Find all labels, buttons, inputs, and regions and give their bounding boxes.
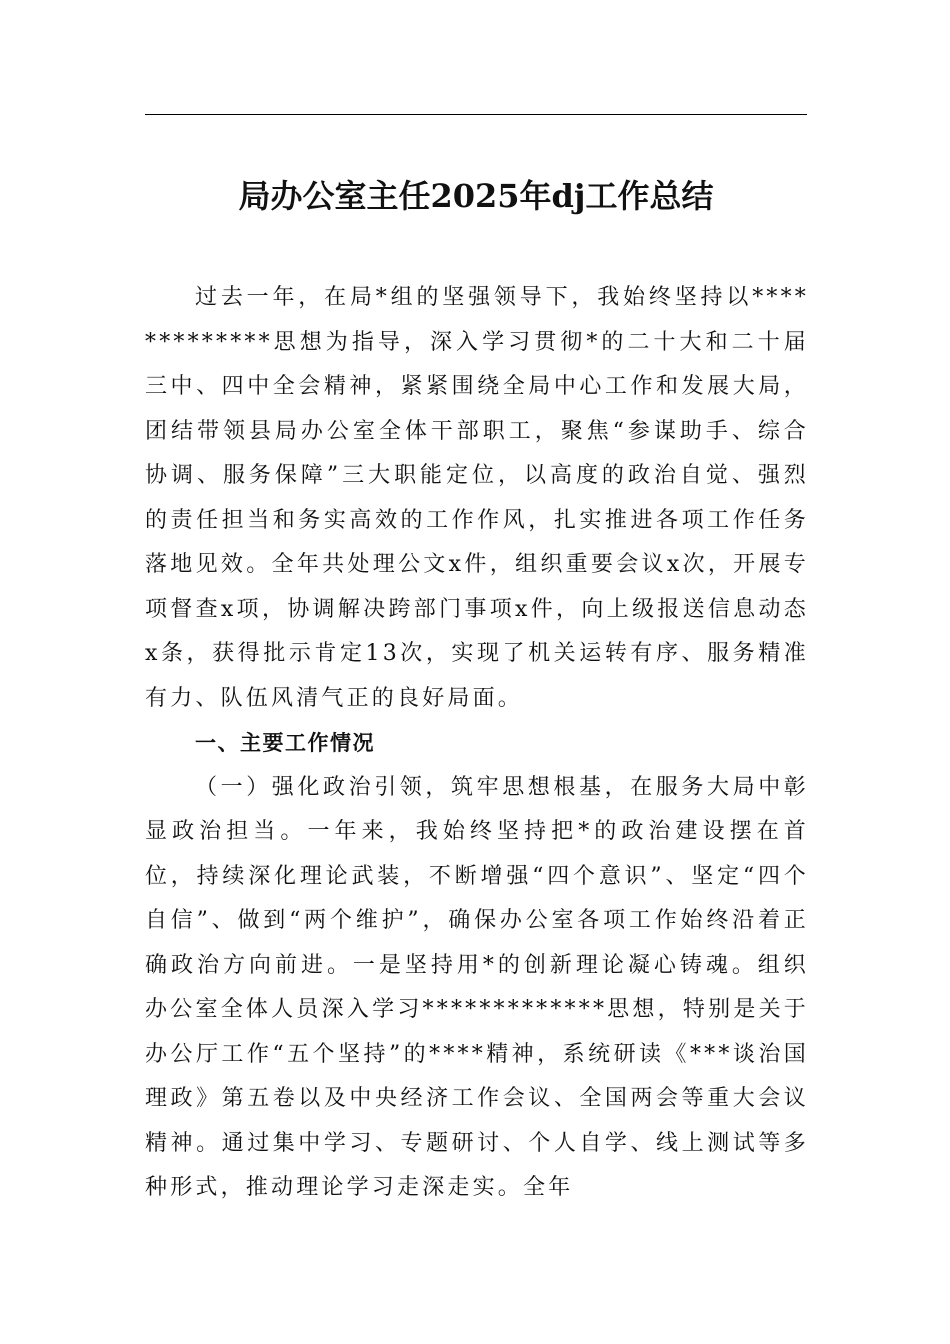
header-rule — [145, 114, 807, 115]
document-title: 局办公室主任2025年dj工作总结 — [238, 177, 714, 215]
section-paragraph: （一）强化政治引领，筑牢思想根基，在服务大局中彰显政治担当。一年来，我始终坚持把*的政治建设摆在首位，持续深化理论武装，不断增强“四个意识”、坚定“四个自信”、做到“两个维护”，确保办公室各项工作始终沿着正确政治方向前进。一是坚持用*的创新理论凝心铸魂。组织办公室全体人员深入学习*************思想，特别是关于办公厅工作“五个坚持”的****精神，系统研读《***谈治国理政》第五卷以及中央经济工作会议、全国两会等重大会议精神。通过集中学习、专题研讨、个人自学、线上测试等多种形式，推动理论学习走深走实。全年 — [145, 774, 809, 1200]
intro-paragraph: 过去一年，在局*组的坚强领导下，我始终坚持以*************思想为指导，深入学习贯彻*的二十大和二十届三中、四中全会精神，紧紧围绕全局中心工作和发展大局，团结带领县局办公室全体干部职工，聚焦“参谋助手、综合协调、服务保障”三大职能定位，以高度的政治自觉、强烈的责任担当和务实高效的工作作风，扎实推进各项工作任务落地见效。全年共处理公文x件，组织重要会议x次，开展专项督查x项，协调解决跨部门事项x件，向上级报送信息动态x条，获得批示肯定13次，实现了机关运转有序、服务精准有力、队伍风清气正的良好局面。 — [145, 285, 809, 711]
section-heading: 一、主要工作情况 — [195, 731, 375, 755]
document-body — [145, 276, 809, 1211]
